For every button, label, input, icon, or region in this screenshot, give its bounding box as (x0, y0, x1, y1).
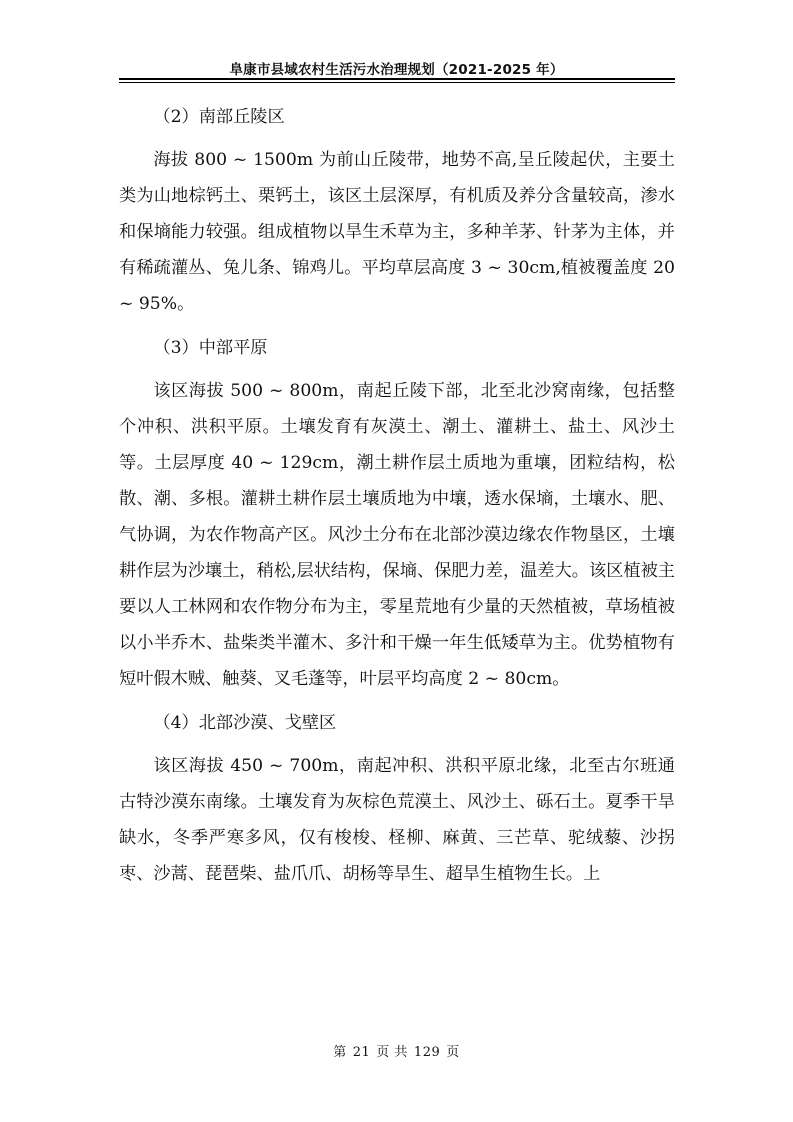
footer-prefix: 第 (333, 1045, 347, 1060)
footer-suffix: 页 (446, 1045, 460, 1060)
footer-page-number: 21 (352, 1045, 371, 1060)
page-content (119, 99, 675, 892)
header-rule-thin (119, 82, 675, 83)
section-body-north-desert: 该区海拔 450 ~ 700m，南起冲积、洪积平原北缘，北至古尔班通古特沙漠东南缘。土壤发育为灰棕色荒漠土、风沙土、砾石土。夏季干旱缺水，冬季严寒多风，仅有梭梭、柽柳、麻黄、三芒草、驼绒藜、沙拐枣、沙蒿、琵琶柴、盐爪爪、胡杨等旱生、超旱生植物生长。上 (119, 756, 675, 884)
header-rule-thick (119, 78, 675, 80)
section-body-south-hills: 海拔 800 ~ 1500m 为前山丘陵带，地势不高,呈丘陵起伏，主要土类为山地棕钙土、栗钙土，该区土层深厚，有机质及养分含量较高，渗水和保墒能力较强。组成植物以旱生禾草为主，多种羊茅、针茅为主体，并有稀疏灌丛、兔儿条、锦鸡儿。平均草层高度 3 ~ 30cm,植被覆盖度 20 ~ 95%。 (119, 150, 675, 314)
footer-total-pages: 129 (413, 1045, 441, 1060)
page-footer (0, 1041, 793, 1060)
page-header-title: 阜康市县域农村生活污水治理规划（2021-2025 年） (229, 62, 564, 78)
section-heading-north-desert: （4）北部沙漠、戈壁区 (153, 713, 337, 733)
section-body-central-plain: 该区海拔 500 ~ 800m，南起丘陵下部，北至北沙窝南缘，包括整个冲积、洪积平原。土壤发育有灰漠土、潮土、灌耕土、盐土、风沙土等。土层厚度 40 ~ 129cm，潮土耕作层土质地为重壤，团粒结构，松散、潮、多根。灌耕土耕作层土壤质地为中壤，透水保墒，土壤水、肥、气协调，为农作物高产区。风沙土分布在北部沙漠边缘农作物垦区，土壤耕作层为沙壤土，稍松,层状结构，保墒、保肥力差，温差大。该区植被主要以人工林网和农作物分布为主，零星荒地有少量的天然植被，草场植被以小半乔木、盐柴类半灌木、多汁和干燥一年生低矮草为主。优势植物有短叶假木贼、触葵、叉毛蓬等，叶层平均高度 2 ~ 80cm。 (119, 381, 675, 689)
section-heading-south-hills: （2）南部丘陵区 (153, 107, 285, 127)
footer-middle: 页 共 (376, 1045, 408, 1060)
section-heading-central-plain: （3）中部平原 (153, 338, 268, 358)
